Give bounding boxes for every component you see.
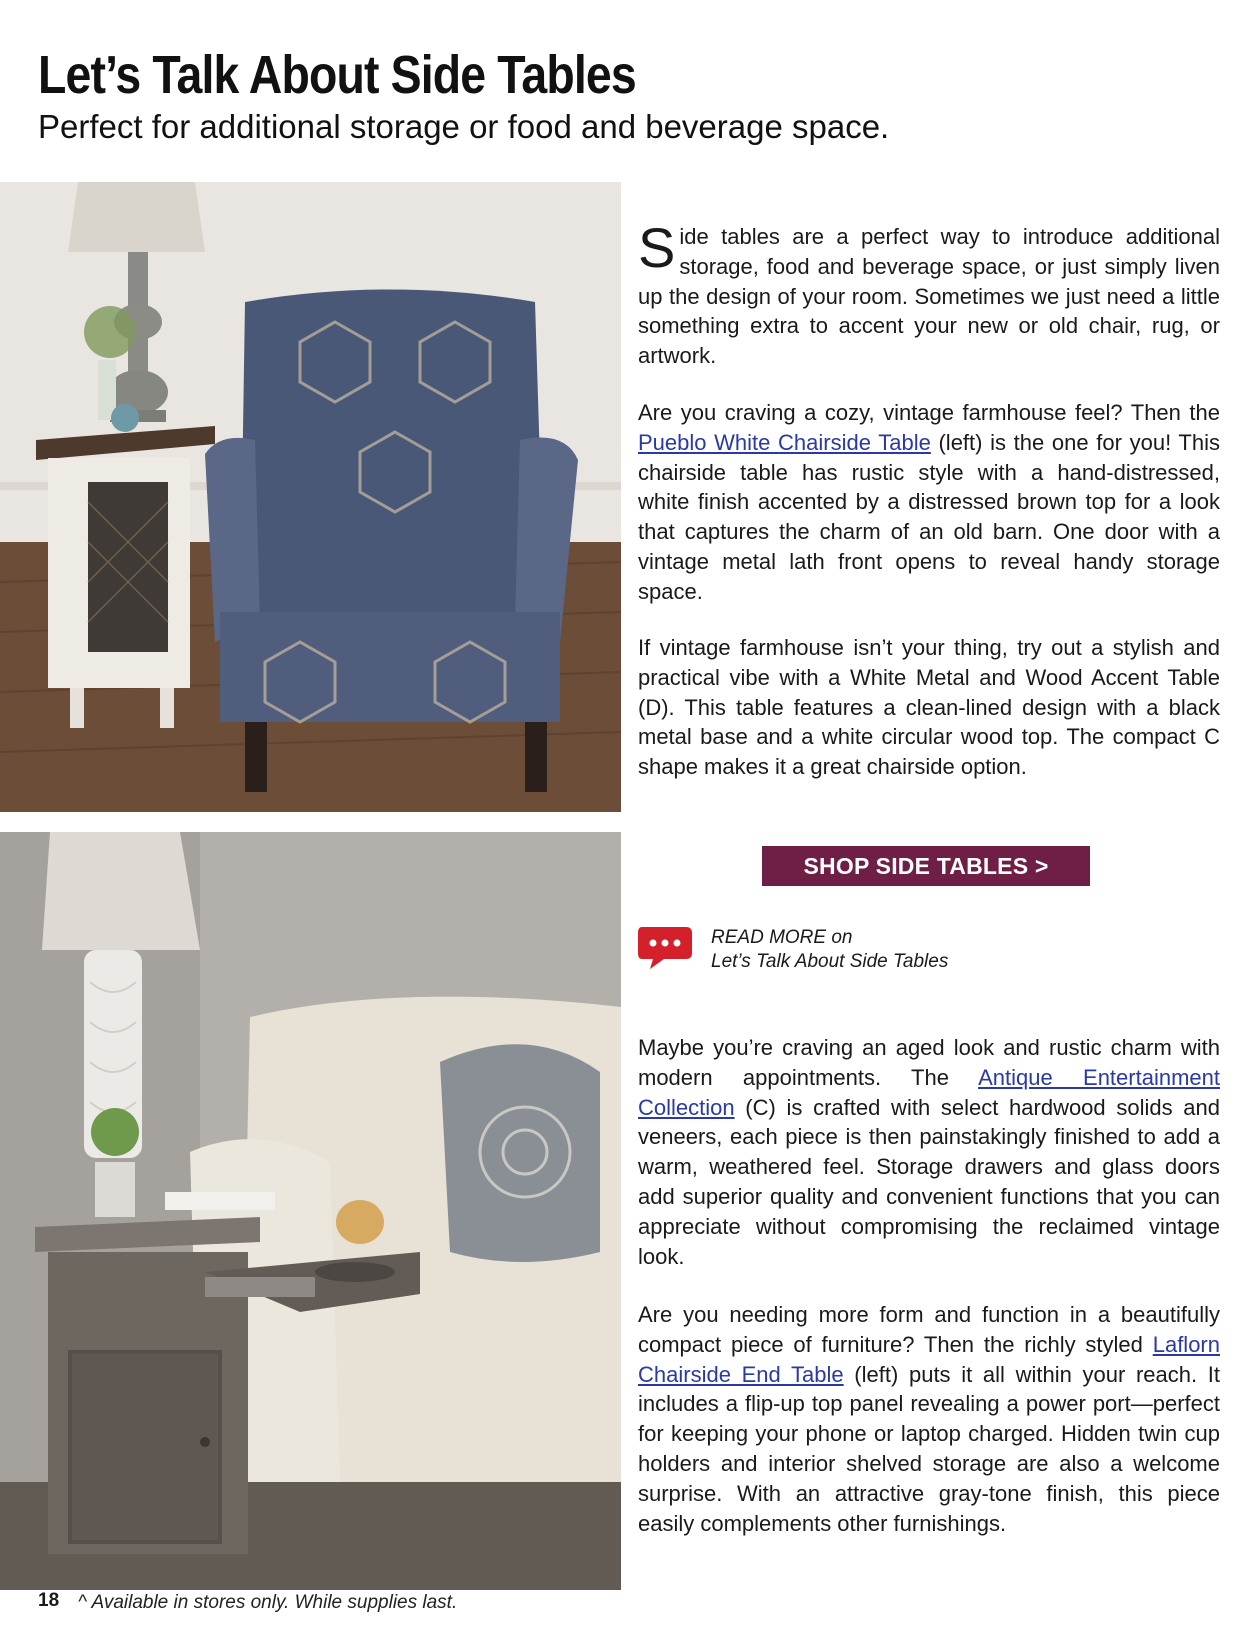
paragraph-5-text-b: (left) puts it all within your reach. It includes a flip-up top panel revealing a power port—perfect for keeping your phone or laptop charged. Hidden twin cup holders and interior shelved storage are also a welcome surprise. With an attractive gray-tone finish, this piece easily complements other furnishings. [638, 1361, 1221, 1536]
paragraph-4-text-b: (C) is crafted with select hardwood solids and veneers, each piece is then painstakingly finished to add a warm, weathered feel. Storage drawers and glass doors add superior quality and convenient functions that you can appreciate without compromising the reclaimed vintage look. [638, 1094, 1220, 1269]
article-paragraph-1 [638, 216, 1220, 371]
article-paragraph-3 [638, 633, 1220, 782]
read-more-link[interactable] [636, 920, 996, 980]
chat-bubble-icon [636, 923, 694, 971]
paragraph-1-text: ide tables are a perfect way to introduce additional storage, food and beverage space, or just simply liven up the design of your room. Sometimes we just need a little something extra to accent your new or old chair, rug, or artwork. [638, 224, 1220, 369]
read-more-line-1: READ MORE on [711, 927, 853, 948]
availability-note: ^ Available in stores only. While supplies last. [78, 1592, 458, 1613]
paragraph-2-text-b: (left) is the one for you! This chairside table has rustic style with a hand-distressed, white finish accented by a distressed brown top for a look that captures the charm of an old barn. One door with a vintage metal lath front opens to reveal handy storage space. [638, 429, 1220, 604]
page-number: 18 [38, 1590, 60, 1611]
paragraph-2-text-a: Are you craving a cozy, vintage farmhouse feel? Then the [638, 400, 1220, 425]
article-paragraph-5 [638, 1300, 1220, 1538]
dropcap-letter: S [638, 216, 676, 279]
shop-side-tables-button[interactable]: SHOP SIDE TABLES > [762, 846, 1090, 886]
photo-pueblo-scene [0, 182, 621, 812]
antique-entertainment-collection-link[interactable]: Antique Entertainment Collection [638, 1064, 1220, 1120]
photo-pueblo-chairside-table [0, 182, 621, 812]
paragraph-4-text-a: Maybe you’re craving an aged look and rustic charm with modern appointments. The [638, 1035, 1220, 1090]
photo-laflorn-chairside-end-table [0, 832, 621, 1590]
page-subtitle: Perfect for additional storage or food and beverage space. [38, 108, 890, 145]
paragraph-3-text: If vintage farmhouse isn’t your thing, try out a stylish and practical vibe with a White Metal and Wood Accent Table (D). This table features a clean-lined design with a black metal base and a white circular wood top. The compact C shape makes it a great chairside option. [638, 635, 1220, 780]
pueblo-chairside-table-link[interactable]: Pueblo White Chairside Table [638, 429, 931, 455]
photo-laflorn-scene [0, 832, 621, 1590]
article-paragraph-2 [638, 398, 1220, 607]
laflorn-chairside-end-table-link[interactable]: Laflorn Chairside End Table [638, 1331, 1220, 1387]
article-paragraph-4 [638, 1033, 1220, 1271]
paragraph-5-text-a: Are you needing more form and function in a beautifully compact piece of furniture? Then the richly styled [638, 1302, 1220, 1357]
read-more-line-2: Let’s Talk About Side Tables [711, 951, 949, 972]
page-title: Let’s Talk About Side Tables [38, 45, 636, 105]
read-more-text [711, 926, 948, 974]
